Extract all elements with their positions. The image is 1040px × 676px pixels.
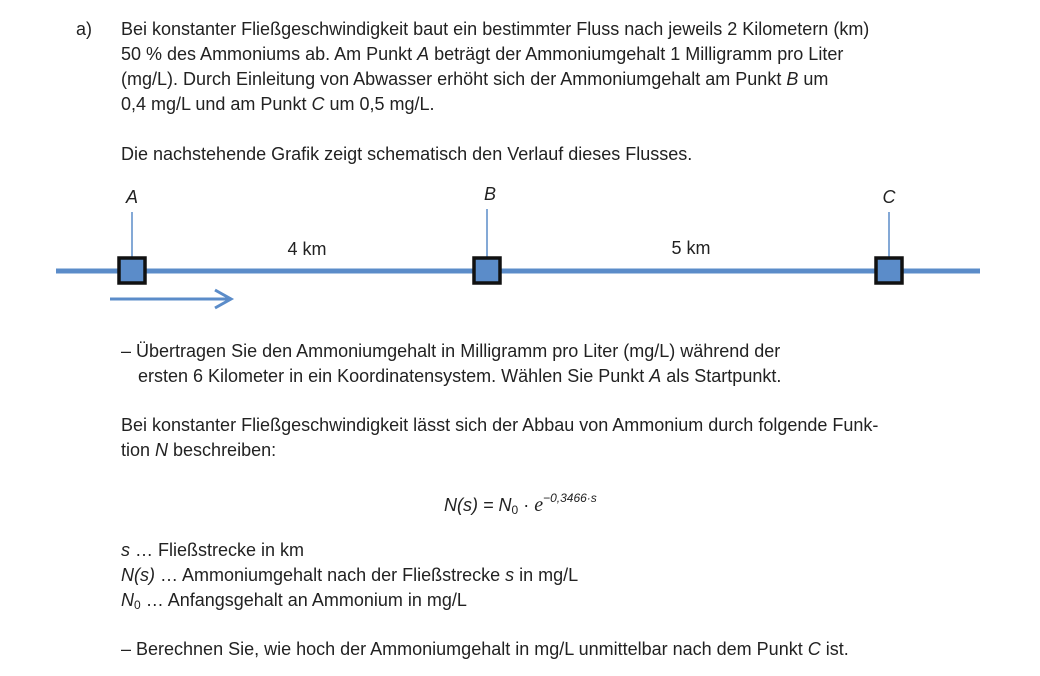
function-intro-line-2: tion N beschreiben: [121,440,277,460]
task1-line-2: ersten 6 Kilometer in ein Koordinatensystem. Wählen Sie Punkt A als Startpunkt. [138,366,782,386]
definition-n0: $N_0$ … Anfangsgehalt an Ammonium in mg/L [121,590,467,612]
marker-b [474,258,500,283]
point-label-c: C [882,187,896,207]
point-label-b: B [483,184,497,204]
function-intro-line-1: Bei konstanter Fließgeschwindigkeit lässt sich der Abbau von Ammonium durch folgende Funk- [121,415,879,435]
definition-ns: N(s) … Ammoniumgehalt nach der Fließstrecke s in mg/L [121,565,579,585]
intro-line-1: Bei konstanter Fließgeschwindigkeit baut ein bestimmter Fluss nach jeweils 2 Kilometern (km) [121,19,870,39]
decay-formula: $N(s) = N_0 \cdot e^{-0,3466\cdot s}$ [444,491,597,517]
point-label-a: A [125,187,139,207]
intro-line-3: (mg/L). Durch Einleitung von Abwasser erhöht sich der Ammoniumgehalt am Punkt B um [121,69,829,89]
part-label: a) [76,19,93,39]
task1-line-1: – Übertragen Sie den Ammoniumgehalt in Milligramm pro Liter (mg/L) während der [121,341,781,361]
river-diagram [0,0,1040,330]
graphic-intro: Die nachstehende Grafik zeigt schematisch den Verlauf dieses Flusses. [121,144,693,164]
flow-direction-arrow-icon [110,290,231,308]
definition-s: s … Fließstrecke in km [121,540,305,560]
distance-label-bc: 5 km [671,238,711,258]
marker-c [876,258,902,283]
marker-a [119,258,145,283]
intro-line-4: 0,4 mg/L und am Punkt C um 0,5 mg/L. [121,94,435,114]
distance-label-ab: 4 km [287,239,327,259]
intro-line-2: 50 % des Ammoniums ab. Am Punkt A beträgt der Ammoniumgehalt 1 Milligramm pro Liter [121,44,844,64]
task2-line: – Berechnen Sie, wie hoch der Ammoniumgehalt in mg/L unmittelbar nach dem Punkt C ist. [121,639,849,659]
